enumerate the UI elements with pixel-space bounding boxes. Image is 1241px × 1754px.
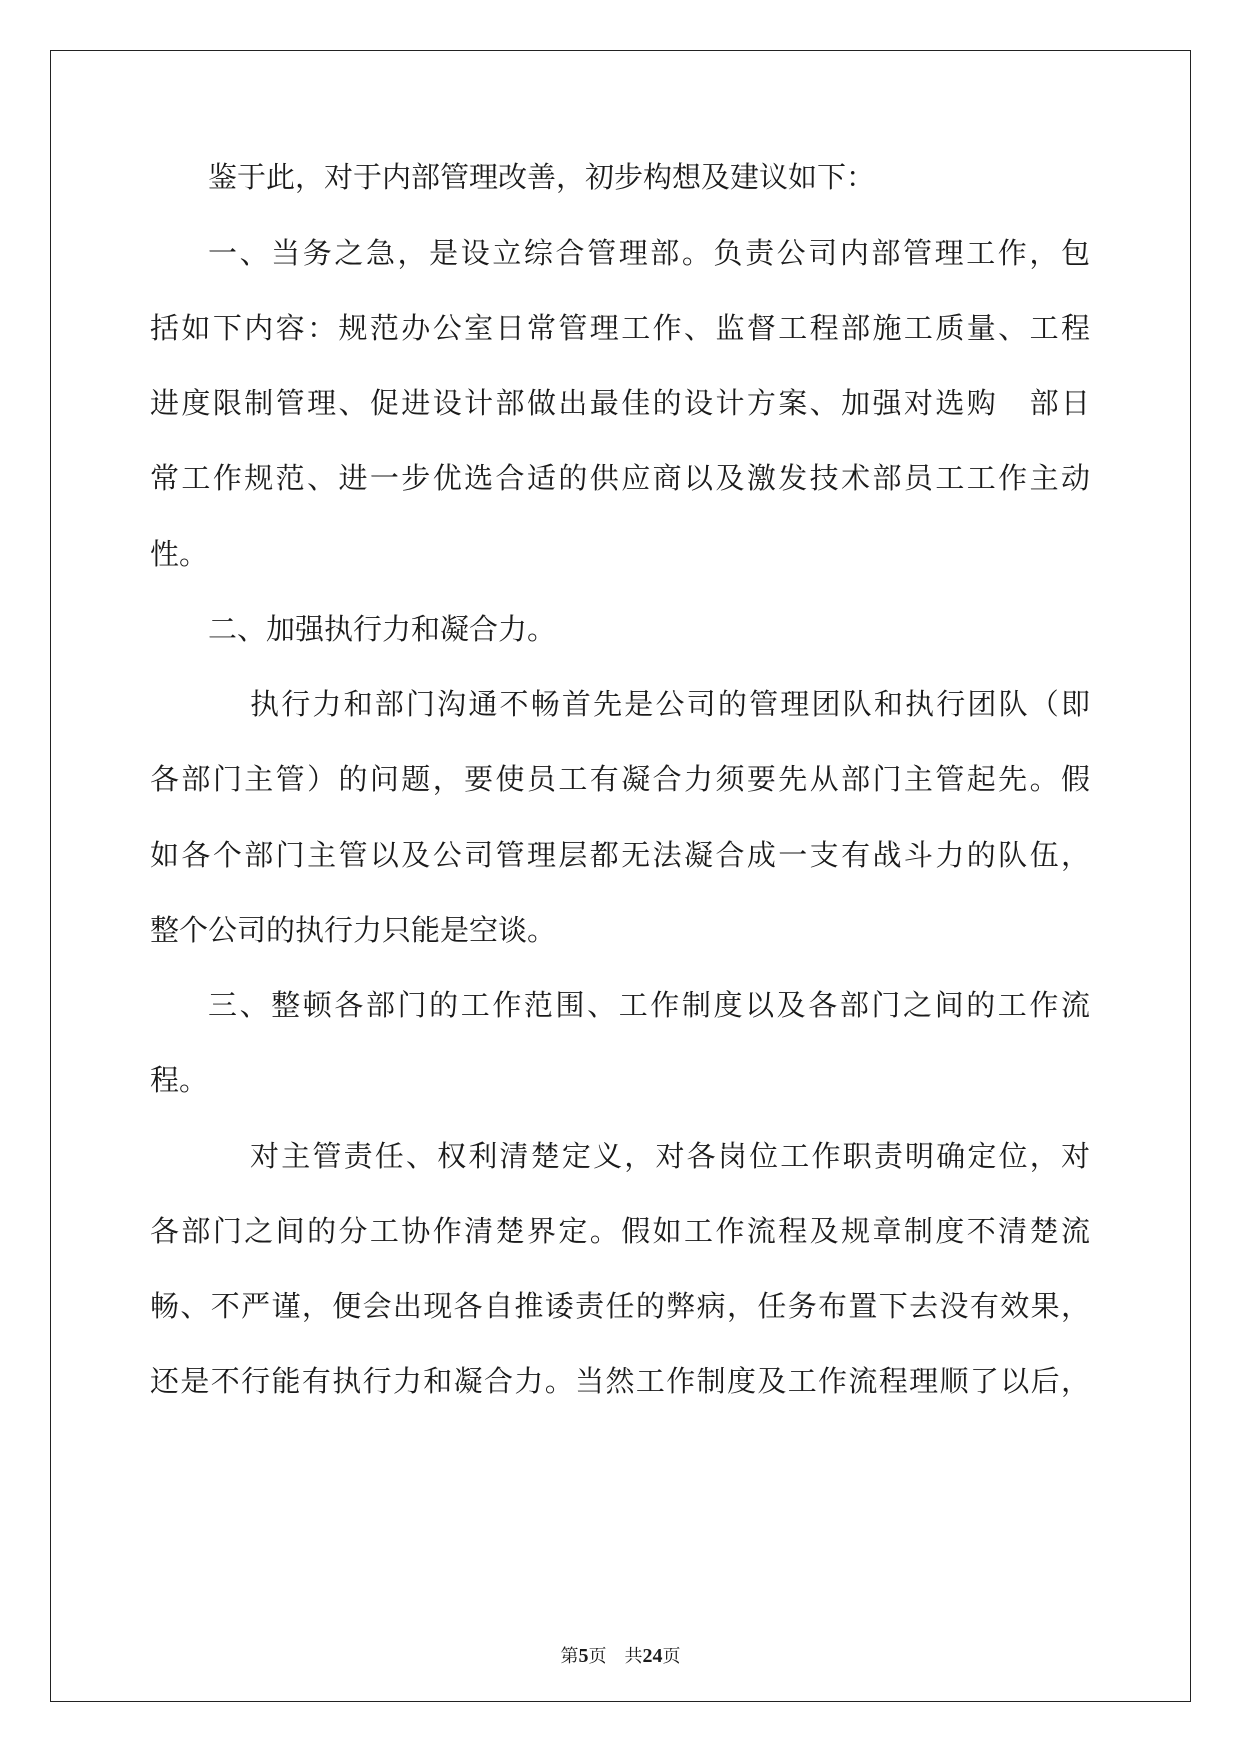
paragraph-line: 执行力和部门沟通不畅首先是公司的管理团队和执行团队（即 (250, 687, 1090, 721)
paragraph-line: 整个公司的执行力只能是空谈。 (150, 913, 557, 947)
paragraph-line: 畅、不严谨，便会出现各自推诿责任的弊病，任务布置下去没有效果， (150, 1289, 1090, 1323)
paragraph-line: 程。 (150, 1063, 209, 1097)
paragraph-line: 一、当务之急，是设立综合管理部。负责公司内部管理工作，包 (208, 236, 1090, 270)
total-prefix: 共 (624, 1646, 643, 1667)
page-border (50, 50, 1191, 1702)
paragraph-line: 对主管责任、权利清楚定义，对各岗位工作职责明确定位，对 (250, 1139, 1090, 1173)
paragraph-line: 三、整顿各部门的工作范围、工作制度以及各部门之间的工作流 (208, 988, 1090, 1022)
page-footer (0, 1644, 1241, 1669)
paragraph-line: 各部门之间的分工协作清楚界定。假如工作流程及规章制度不清楚流 (150, 1214, 1090, 1248)
total-pages: 24 (642, 1645, 663, 1667)
paragraph-line: 如各个部门主管以及公司管理层都无法凝合成一支有战斗力的队伍， (150, 838, 1090, 872)
section-heading: 二、加强执行力和凝合力。 (208, 612, 557, 646)
page-suffix: 页 (588, 1646, 607, 1667)
paragraph-line: 进度限制管理、促进设计部做出最佳的设计方案、加强对选购 部日 (150, 386, 1090, 420)
paragraph-line: 各部门主管）的问题，要使员工有凝合力须要先从部门主管起先。假 (150, 762, 1090, 796)
total-suffix: 页 (662, 1646, 681, 1667)
page-prefix: 第 (560, 1646, 579, 1667)
paragraph-line: 常工作规范、进一步优选合适的供应商以及激发技术部员工工作主动 (150, 461, 1090, 495)
paragraph-line: 性。 (150, 537, 209, 571)
paragraph-line: 括如下内容：规范办公室日常管理工作、监督工程部施工质量、工程 (150, 311, 1090, 345)
page-number: 5 (578, 1645, 589, 1667)
paragraph-line: 还是不行能有执行力和凝合力。当然工作制度及工作流程理顺了以后， (150, 1364, 1090, 1398)
paragraph-line: 鉴于此，对于内部管理改善，初步构想及建议如下： (208, 160, 876, 194)
